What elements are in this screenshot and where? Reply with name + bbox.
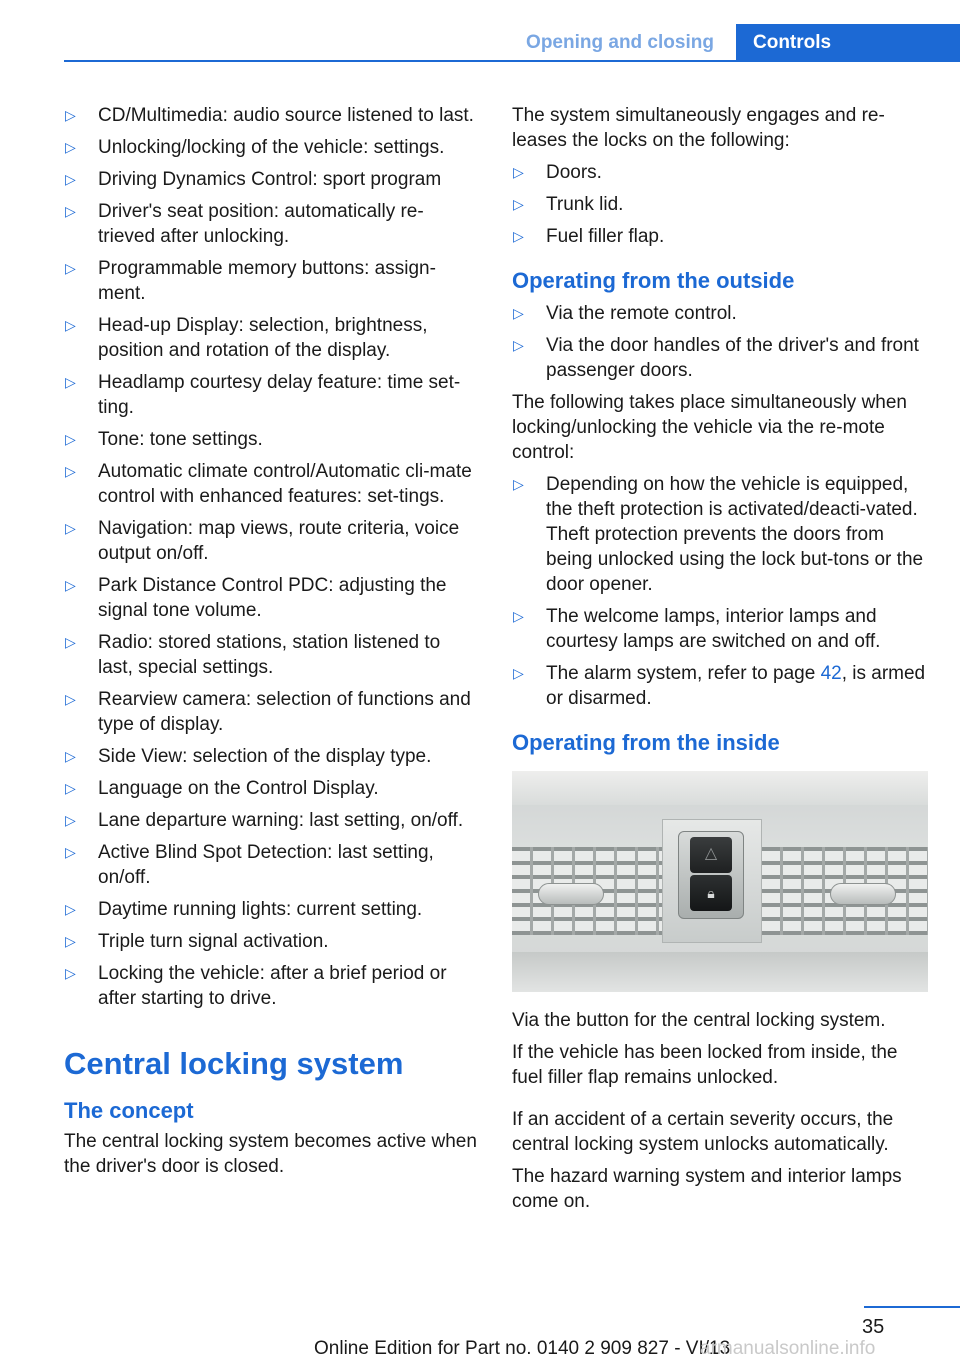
triangle-right-icon: ▷ [65, 965, 76, 981]
list-item: ▷ Fuel filler flap. [513, 226, 665, 247]
list-item: ▷ The welcome lamps, interior lamps and courtesy lamps are switched on and off. [513, 606, 881, 652]
triangle-right-icon: ▷ [65, 260, 76, 276]
list-item: ▷ Navigation: map views, route criteria, voice output on/off. [65, 518, 460, 564]
watermark: armanualsonline.info [700, 1338, 876, 1359]
intro-text: The system simultaneously engages and re-leases the locks on the following: [512, 105, 885, 151]
section-tab[interactable]: Opening and closing [526, 32, 714, 53]
triangle-right-icon: ▷ [513, 608, 524, 624]
triangle-right-icon: ▷ [65, 463, 76, 479]
list-item: ▷ Doors. [513, 162, 602, 183]
triangle-right-icon: ▷ [65, 691, 76, 707]
triangle-right-icon: ▷ [65, 780, 76, 796]
triangle-right-icon: ▷ [513, 476, 524, 492]
list-item: ▷ Via the door handles of the driver's and front passenger doors. [513, 335, 919, 381]
list-item: ▷ Lane departure warning: last setting, on/off. [65, 810, 464, 831]
chapter-tab[interactable]: Controls [736, 24, 960, 62]
triangle-right-icon: ▷ [65, 577, 76, 593]
settings-list [64, 103, 480, 1011]
triangle-right-icon: ▷ [65, 748, 76, 764]
list-item: ▷ Locking the vehicle: after a brief period or after starting to drive. [65, 963, 447, 1009]
triangle-right-icon: ▷ [513, 665, 524, 681]
lock-icon: 🔒︎ [690, 875, 732, 911]
figure-caption: Via the button for the central locking system. [512, 1010, 886, 1031]
remote-list [512, 472, 932, 711]
page-link-42[interactable]: 42 [820, 663, 842, 684]
right-column [512, 103, 932, 1221]
inside-heading: Operating from the inside [512, 730, 780, 755]
paragraph: The hazard warning system and interior lamps come on. [512, 1166, 902, 1212]
triangle-right-icon: ▷ [65, 171, 76, 187]
outside-heading: Operating from the outside [512, 268, 795, 293]
concept-heading: The concept [64, 1098, 194, 1123]
list-item: ▷ Language on the Control Display. [65, 778, 379, 799]
list-item: ▷ Tone: tone settings. [65, 429, 263, 450]
list-item: ▷ CD/Multimedia: audio source listened to last. [65, 105, 474, 126]
triangle-right-icon: ▷ [65, 901, 76, 917]
hazard-triangle-icon: △ [690, 837, 732, 873]
header-rule [64, 60, 960, 62]
central-locking-button-illustration [512, 771, 928, 992]
list-item: ▷ Radio: stored stations, station listened to last, special settings. [65, 632, 441, 678]
remote-text: The following takes place simultaneously when locking/unlocking the vehicle via the re-mote control: [512, 392, 907, 463]
list-item: ▷ The alarm system, refer to page 42, is armed or disarmed. [513, 663, 926, 709]
left-column [64, 103, 480, 1186]
triangle-right-icon: ▷ [65, 634, 76, 650]
list-item: ▷ Depending on how the vehicle is equipped, the theft protection is activated/deacti-vated. Theft protection prevents the doors from being unlocked using the lock but-tons or the door opener. [513, 474, 924, 595]
list-item: ▷ Headlamp courtesy delay feature: time set-ting. [65, 372, 461, 418]
footer-rule [864, 1306, 960, 1308]
list-item: ▷ Driver's seat position: automatically re-trieved after unlocking. [65, 201, 424, 247]
list-item: ▷ Park Distance Control PDC: adjusting the signal tone volume. [65, 575, 447, 621]
triangle-right-icon: ▷ [513, 164, 524, 180]
list-item: ▷ Trunk lid. [513, 194, 624, 215]
list-item: ▷ Via the remote control. [513, 303, 737, 324]
triangle-right-icon: ▷ [513, 305, 524, 321]
triangle-right-icon: ▷ [65, 933, 76, 949]
page-header [0, 24, 960, 62]
triangle-right-icon: ▷ [513, 228, 524, 244]
triangle-right-icon: ▷ [65, 317, 76, 333]
list-item: ▷ Rearview camera: selection of functions and type of display. [65, 689, 471, 735]
list-item: ▷ Unlocking/locking of the vehicle: settings. [65, 137, 445, 158]
triangle-right-icon: ▷ [513, 337, 524, 353]
outside-list [512, 301, 932, 383]
page-number: 35 [862, 1316, 885, 1338]
triangle-right-icon: ▷ [513, 196, 524, 212]
edition-line: Online Edition for Part no. 0140 2 909 827 - VI/13 [314, 1338, 731, 1359]
triangle-right-icon: ▷ [65, 431, 76, 447]
triangle-right-icon: ▷ [65, 374, 76, 390]
list-item: ▷ Side View: selection of the display type. [65, 746, 432, 767]
list-item: ▷ Driving Dynamics Control: sport program [65, 169, 442, 190]
section-title: Central locking system [64, 1046, 404, 1081]
triangle-right-icon: ▷ [65, 139, 76, 155]
list-item: ▷ Daytime running lights: current setting. [65, 899, 423, 920]
triangle-right-icon: ▷ [65, 812, 76, 828]
paragraph: If the vehicle has been locked from inside, the fuel filler flap remains unlocked. [512, 1042, 898, 1088]
triangle-right-icon: ▷ [65, 520, 76, 536]
lock-items-list [512, 160, 932, 249]
triangle-right-icon: ▷ [65, 203, 76, 219]
list-item: ▷ Automatic climate control/Automatic cli-mate control with enhanced features: set-tings. [65, 461, 472, 507]
triangle-right-icon: ▷ [65, 107, 76, 123]
list-item: ▷ Programmable memory buttons: assign-ment. [65, 258, 436, 304]
list-item: ▷ Active Blind Spot Detection: last setting, on/off. [65, 842, 434, 888]
list-item: ▷ Triple turn signal activation. [65, 931, 329, 952]
concept-text: The central locking system becomes active when the driver's door is closed. [64, 1131, 477, 1177]
list-item: ▷ Head-up Display: selection, brightness, position and rotation of the display. [65, 315, 428, 361]
paragraph: If an accident of a certain severity occurs, the central locking system unlocks automatically. [512, 1109, 894, 1155]
triangle-right-icon: ▷ [65, 844, 76, 860]
